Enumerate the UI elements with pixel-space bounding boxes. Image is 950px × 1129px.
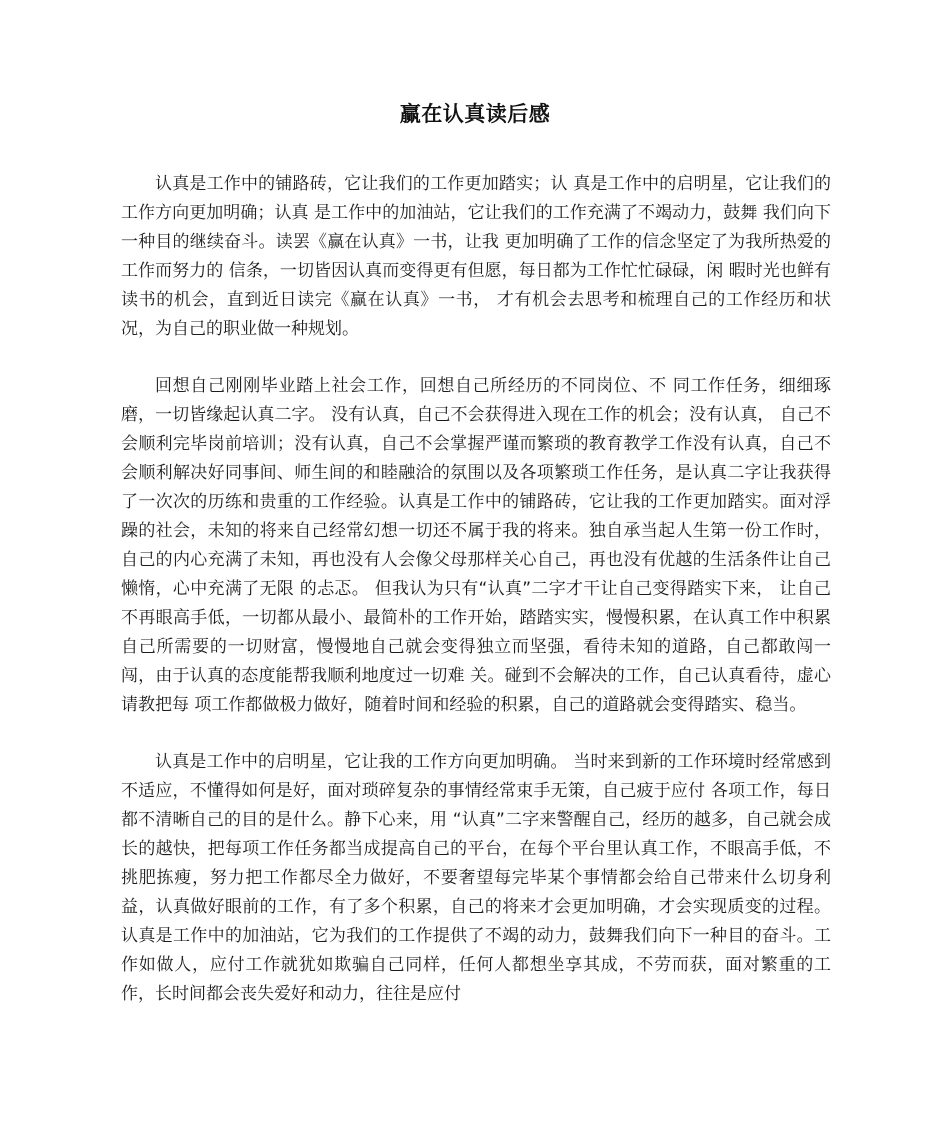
paragraph-2: 回想自己刚刚毕业踏上社会工作，回想自己所经历的不同岗位、不 同工作任务，细细琢磨，一切皆缘起认真二字。 没有认真，自己不会获得进入现在工作的机会；没有认真， 自己不会顺利完毕岗前培训；没有认真，自己不会掌握严谨而繁琐的教育教学工作没有认真，自己不会顺利解决好同事间、师生间的和睦融洽的氛围以及各项繁琐工作任务，是认真二字让我获得了一次次的历练和贵重的工作经验。认真是工作中的铺路砖，它让我的工作更加踏实。面对浮躁的社会，未知的将来自己经常幻想一切还不属于我的将来。独自承当起人生第一份工作时，自己的内心充满了未知，再也没有人会像父母那样关心自己，再也没有优越的生活条件让自己懒惰，心中充满了无限 的忐忑。 但我认为只有“认真”二字才干让自己变得踏实下来， 让自己不再眼高手低，一切都从最小、最简朴的工作开始，踏踏实实，慢慢积累，在认真工作中积累自己所需要的一切财富，慢慢地自己就会变得独立而坚强，看待未知的道路，自己都敢闯一闯，由于认真的态度能帮我顺利地度过一切难 关。碰到不会解决的工作，自己认真看待，虚心请教把每 项工作都做极力做好，随着时间和经验的积累，自己的道路就会变得踏实、稳当。: [121, 376, 831, 715]
document-body: [121, 170, 831, 1037]
paragraph-1: 认真是工作中的铺路砖，它让我们的工作更加踏实；认 真是工作中的启明星，它让我们的工作方向更加明确；认真 是工作中的加油站，它让我们的工作充满了不竭动力，鼓舞 我们向下一种目的继续奋斗。读罢《赢在认真》一书，让我 更加明确了工作的信念坚定了为我所热爱的工作而努力的 信条，一切皆因认真而变得更有但愿，每日都为工作忙忙碌碌，闲 暇时光也鲜有读书的机会，直到近日读完《赢在认真》一书， 才有机会去思考和梳理自己的工作经历和状况，为自己的职业做一种规划。: [121, 174, 831, 339]
paragraph-3: 认真是工作中的启明星，它让我的工作方向更加明确。 当时来到新的工作环境时经常感到不适应，不懂得如何是好，面对琐碎复杂的事情经常束手无策，自己疲于应付 各项工作，每日都不清晰自己的目的是什么。静下心来，用 “认真”二字来警醒自己，经历的越多，自己就会成长的越快，把每项工作任务都当成提高自己的平台，在每个平台里认真工作，不眼高手低，不挑肥拣瘦，努力把工作都尽全力做好，不要奢望每完毕某个事情都会给自己带来什么切身利益，认真做好眼前的工作，有了多个积累，自己的将来才会更加明确，才会实现质变的过程。 认真是工作中的加油站，它为我们的工作提供了不竭的动力，鼓舞我们向下一种目的奋斗。工作如做人，应付工作就犹如欺骗自己同样，任何人都想坐享其成，不劳而获，面对繁重的工作，长时间都会丧失爱好和动力，往往是应付: [121, 752, 831, 1004]
document-title: 赢在认真读后感: [399, 102, 551, 126]
